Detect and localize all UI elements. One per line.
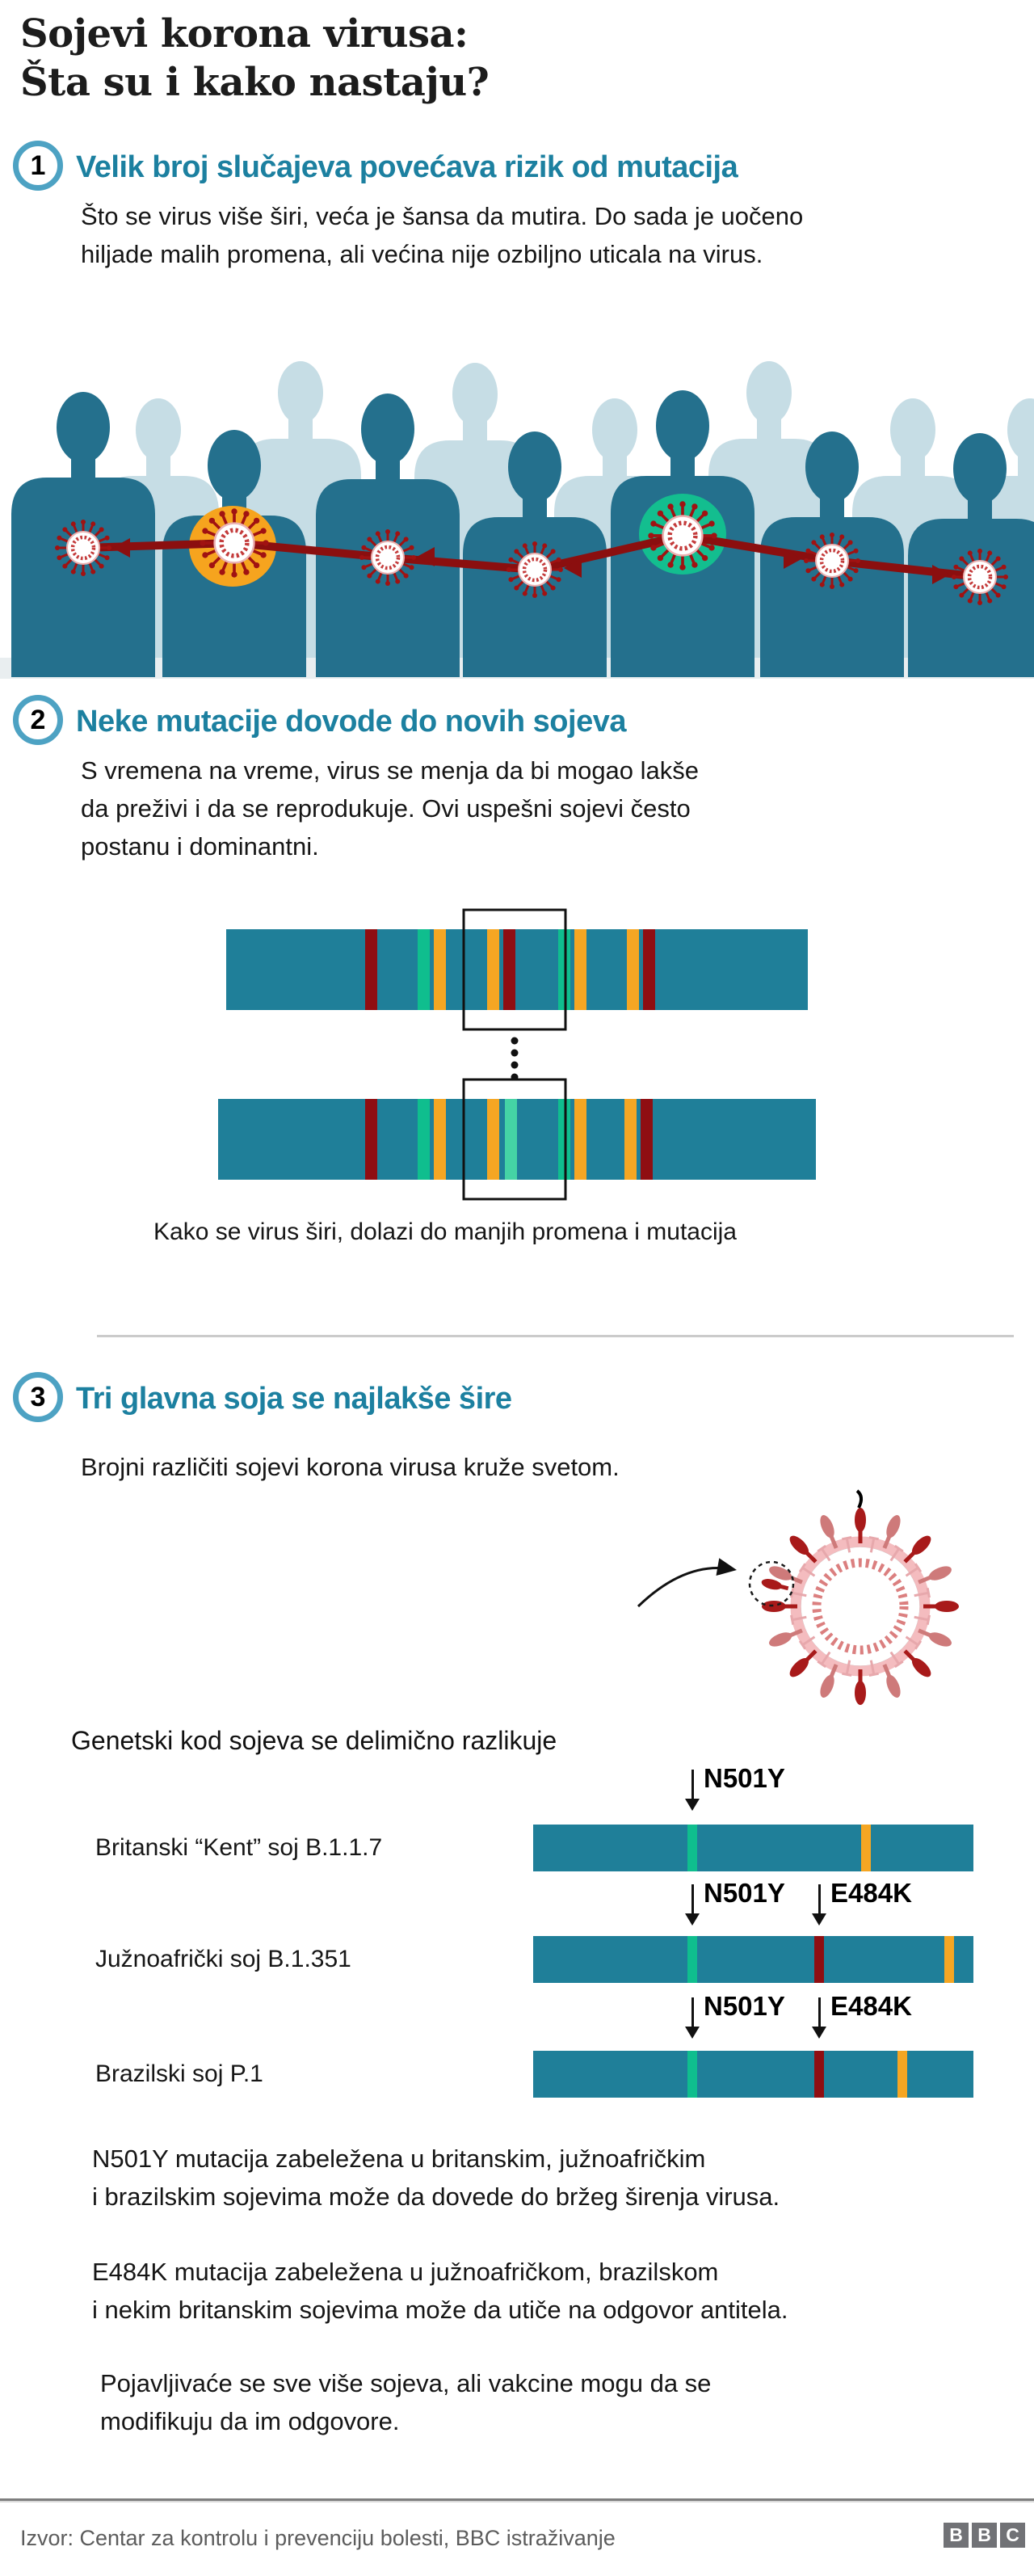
title-line-1: Sojevi korona virusa: (20, 11, 469, 57)
source-credit: Izvor: Centar za kontrolu i prevenciju bolesti, BBC istraživanje (20, 2526, 616, 2550)
strain-label: Brazilski soj P.1 (95, 2060, 263, 2087)
genome-stripe (627, 929, 639, 1010)
genome-stripe (624, 1099, 637, 1180)
section-2-number (13, 695, 63, 745)
section-3-number (13, 1372, 63, 1422)
text-line: hiljade malih promena, ali većina nije ozbiljno uticala na virus. (81, 240, 763, 268)
genome-stripe (434, 1099, 446, 1180)
mutation-arrow-head (685, 2027, 700, 2039)
paragraph (92, 2253, 788, 2329)
mutation-arrow-line (818, 1997, 821, 2028)
mutation-arrow-head (812, 2027, 826, 2039)
text-line: Brojni različiti sojevi korona virusa kruže svetom. (81, 1453, 620, 1481)
strain-label: Južnoafrički soj B.1.351 (95, 1946, 351, 1972)
genome-bar (218, 1099, 816, 1180)
section-2-heading: Neke mutacije dovode do novih sojeva (76, 705, 626, 739)
section-2-body (81, 751, 699, 865)
strain-genome-bar (533, 2051, 973, 2098)
coronavirus-spike-illustration (614, 1487, 1034, 1729)
virus-icon (804, 532, 860, 589)
text-line: S vremena na vreme, virus se menja da bi mogao lakše (81, 756, 700, 785)
virus-icon (359, 529, 416, 586)
mutation-stripe (944, 1936, 954, 1983)
section-divider (97, 1335, 1014, 1337)
title-line-2: Šta su i kako nastaju? (20, 60, 490, 105)
pointer-arrowhead (717, 1558, 738, 1576)
genome-stripe (574, 929, 586, 1010)
crowd-transmission-illustration (0, 323, 1034, 679)
link-dot (511, 1062, 519, 1069)
mutation-arrow-line (691, 1997, 694, 2028)
section-1-number (13, 141, 63, 191)
section-1-body (81, 197, 803, 273)
link-dot (511, 1074, 519, 1081)
genome-stripe (574, 1099, 586, 1180)
mutation-arrow-head (685, 1913, 700, 1926)
text-line: Što se virus više širi, veća je šansa da mutira. Do sada je uočeno (81, 202, 804, 230)
bbc-logo-b1: B (944, 2523, 969, 2548)
section-3-body (81, 1448, 620, 1486)
virus-icon (55, 520, 111, 576)
mutation-arrow-line (691, 1770, 694, 1800)
strain-label: Britanski “Kent” soj B.1.1.7 (95, 1834, 383, 1861)
text-line: postanu i dominantni. (81, 832, 319, 861)
genome-stripe (365, 1099, 377, 1180)
virus-icon (506, 541, 563, 598)
text-line: N501Y mutacija zabeležena u britanskim, južnoafričkim (92, 2145, 706, 2173)
mutation-arrow-head (812, 1913, 826, 1926)
section-1-heading: Velik broj slučajeva povećava rizik od mutacija (76, 150, 738, 184)
genome-stripe (418, 1099, 430, 1180)
genome-stripe (641, 1099, 653, 1180)
genome-caption: Kako se virus širi, dolazi do manjih promena i mutacija (153, 1219, 737, 1245)
genome-stripe (487, 1099, 499, 1180)
small-mark (857, 1491, 861, 1508)
mutation-stripe (861, 1825, 871, 1871)
text-line: modifikuju da im odgovore. (100, 2407, 400, 2435)
section-3-heading: Tri glavna soja se najlakše šire (76, 1382, 512, 1416)
genome-stripe (487, 929, 499, 1010)
bbc-logo-c: C (1000, 2523, 1025, 2548)
strain-genome-bar (533, 1936, 973, 1983)
strain-genome-bar (533, 1825, 973, 1871)
mutation-stripe (814, 1936, 824, 1983)
genome-stripe (434, 929, 446, 1010)
mutation-arrow-line (818, 1884, 821, 1915)
mutation-stripe (814, 2051, 824, 2098)
mutation-arrow-line (691, 1884, 694, 1915)
genome-stripe (503, 929, 515, 1010)
text-line: i nekim britanskim sojevima može da utiče na odgovor antitela. (92, 2296, 788, 2324)
section-2-number-text: 2 (30, 704, 46, 735)
text-line: da preživi i da se reprodukuje. Ovi uspešni sojevi često (81, 794, 691, 823)
section-3-number-text: 3 (30, 1381, 46, 1412)
virus-icon (952, 549, 1008, 605)
coronavirus (762, 1508, 959, 1705)
genome-stripe (505, 1099, 517, 1180)
mutation-label: N501Y (704, 1878, 785, 1908)
link-dot (511, 1050, 519, 1057)
bbc-logo (944, 2523, 1025, 2548)
genome-stripe (418, 929, 430, 1010)
mutation-label: N501Y (704, 1763, 785, 1793)
mutation-label: N501Y (704, 1991, 785, 2021)
text-line: Pojavljivaće se sve više sojeva, ali vakcine mogu da se (100, 2369, 712, 2397)
genome-bar (226, 929, 808, 1010)
genome-stripe (365, 929, 377, 1010)
footer-rule-shadow (0, 2501, 1034, 2502)
mutation-label: E484K (830, 1878, 912, 1908)
mutation-stripe (687, 2051, 697, 2098)
paragraph (100, 2364, 711, 2440)
link-dot (511, 1038, 519, 1045)
genome-stripe (643, 929, 655, 1010)
paragraph (92, 2140, 780, 2216)
genome-mutation-illustration (0, 905, 1034, 1204)
mutation-stripe (687, 1825, 697, 1871)
mutation-arrow-head (685, 1799, 700, 1811)
strains-subheading: Genetski kod sojeva se delimično razlikuje (71, 1726, 557, 1755)
mutation-stripe (897, 2051, 907, 2098)
virus-icon (200, 508, 268, 577)
page-title (20, 10, 489, 107)
text-line: E484K mutacija zabeležena u južnoafričkom, brazilskom (92, 2258, 719, 2286)
mutation-stripe (687, 1936, 697, 1983)
virus-icon (648, 501, 717, 570)
section-1-number-text: 1 (30, 149, 46, 181)
mutation-label: E484K (830, 1991, 912, 2021)
bbc-logo-b2: B (972, 2523, 997, 2548)
text-line: i brazilskim sojevima može da dovede do bržeg širenja virusa. (92, 2182, 780, 2211)
